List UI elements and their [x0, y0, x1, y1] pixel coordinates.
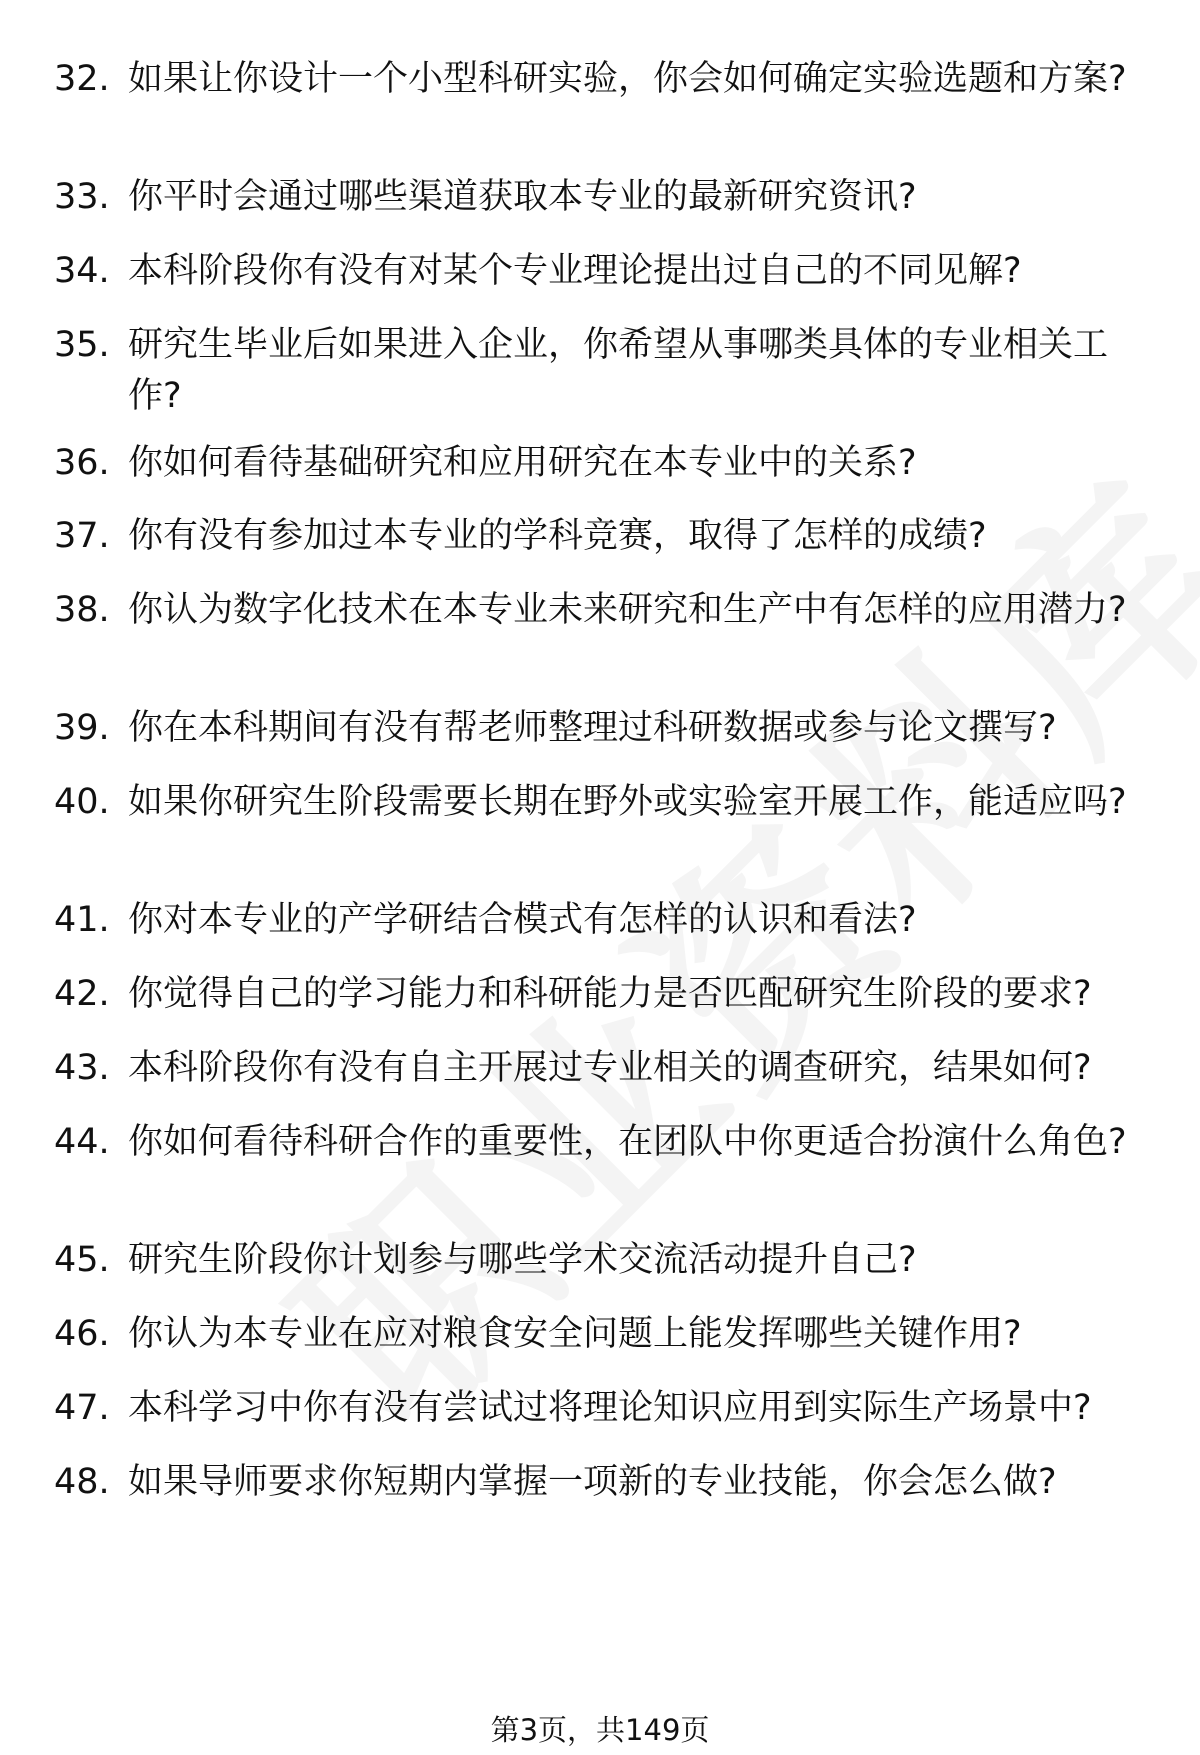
question-number: 48. [54, 1462, 110, 1502]
question-text: 研究生阶段你计划参与哪些学术交流活动提升自己? [128, 1240, 917, 1280]
question-text: 如果你研究生阶段需要长期在野外或实验室开展工作，能适应吗? [128, 782, 1127, 822]
question-text: 如果导师要求你短期内掌握一项新的专业技能，你会怎么做? [128, 1462, 1057, 1502]
question-text: 本科学习中你有没有尝试过将理论知识应用到实际生产场景中? [128, 1388, 1092, 1428]
question-number: 40. [54, 782, 110, 822]
question-text: 你有没有参加过本专业的学科竞赛，取得了怎样的成绩? [128, 516, 987, 556]
question-number: 33. [54, 177, 110, 217]
question-number: 42. [54, 974, 110, 1014]
question-number: 43. [54, 1048, 110, 1088]
question-text: 本科阶段你有没有自主开展过专业相关的调查研究，结果如何? [128, 1048, 1092, 1088]
question-number: 46. [54, 1314, 110, 1354]
question-number: 38. [54, 590, 110, 630]
question-number: 35. [54, 325, 110, 365]
question-text: 你平时会通过哪些渠道获取本专业的最新研究资讯? [128, 177, 917, 217]
question-text: 本科阶段你有没有对某个专业理论提出过自己的不同见解? [128, 251, 1022, 291]
question-number: 44. [54, 1122, 110, 1162]
question-text: 你如何看待科研合作的重要性，在团队中你更适合扮演什么角色? [128, 1122, 1127, 1162]
question-number: 37. [54, 516, 110, 556]
question-text: 你认为本专业在应对粮食安全问题上能发挥哪些关键作用? [128, 1314, 1022, 1354]
question-text: 你如何看待基础研究和应用研究在本专业中的关系? [128, 443, 917, 483]
question-number: 34. [54, 251, 110, 291]
question-number: 36. [54, 443, 110, 483]
question-text: 如果让你设计一个小型科研实验，你会如何确定实验选题和方案? [128, 59, 1127, 99]
question-number: 47. [54, 1388, 110, 1428]
page-number-footer: 第3页，共149页 [490, 1713, 710, 1747]
question-text: 你认为数字化技术在本专业未来研究和生产中有怎样的应用潜力? [128, 590, 1127, 630]
question-text: 你在本科期间有没有帮老师整理过科研数据或参与论文撰写? [128, 708, 1057, 748]
question-text: 你觉得自己的学习能力和科研能力是否匹配研究生阶段的要求? [128, 974, 1092, 1014]
question-number: 39. [54, 708, 110, 748]
question-text: 研究生毕业后如果进入企业，你希望从事哪类具体的专业相关工作? [128, 325, 1109, 416]
question-number: 45. [54, 1240, 110, 1280]
question-number: 32. [54, 59, 110, 99]
question-number: 41. [54, 900, 110, 940]
question-text: 你对本专业的产学研结合模式有怎样的认识和看法? [128, 900, 917, 940]
